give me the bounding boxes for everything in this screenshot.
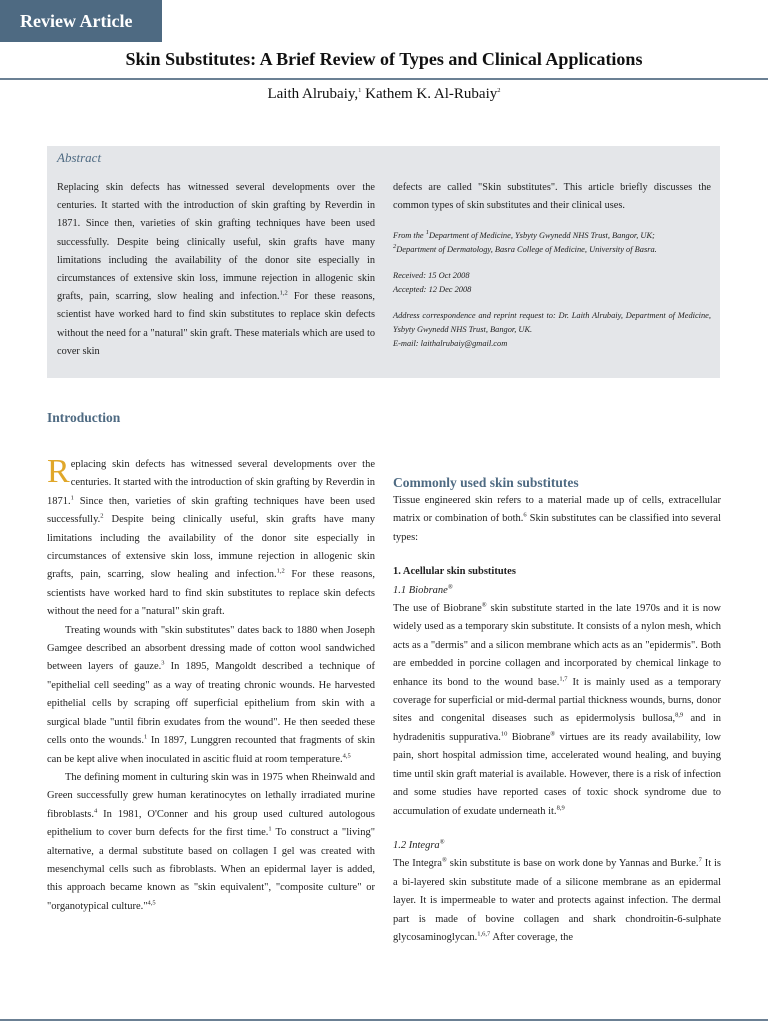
accepted-date: Accepted: 12 Dec 2008 [393, 285, 472, 294]
drop-cap: R [47, 453, 70, 490]
dates [393, 269, 711, 297]
correspondence: Address correspondence and reprint request to: Dr. Laith Alrubaiy, Department of Medicine, Ysbyty Gwynedd NHS Trust, Bangor, UK. E-mail: laithalrubaiy@gmail.com [393, 311, 711, 348]
integra-paragraph: The Integra® skin substitute is base on work done by Yannas and Burke.$^7$ It is a bi-layered skin substitute made of a silicone membrane as an epidermal layer. It is impermeable to water and protects against infection. The dermal part is made of bovine collagen and shark chondroitin-6-sulphate glycosaminoglycan.$^{1,6,7}$ After coverage, the [393, 856, 722, 943]
biobrane-paragraph: The use of Biobrane® skin substitute started in the late 1970s and it is now widely used as a temporary skin substitute. It consists of a nylon mesh, which acts as a "dermis" and a silicon membrane which acts as an "epidermis". Both are embedded in porcine collagen and incorporated by chemical linkage to enhance its bond to the wound base.$^{1,7}$ It is mainly used as a temporary coverage for superficial or mid-dermal partial thickness wounds, burns, donor sites and congenital diseases such as epidermolysis bullosa,$^{8,9}$ and in hydradenitis suppurativa.$^{10}$ Biobrane® virtues are its ready availability, low pain, short hospital admission time, accelerated wound healing, and buying time until skin graft material is available. However, there is a risk of infection and some studies have reported cases of toxic shock syndrome due to accumulation of exudate underneath it.$^{8,9}$ [393, 601, 722, 817]
header-divider [0, 78, 768, 80]
article-title: Skin Substitutes: A Brief Review of Types and Clinical Applications [125, 49, 643, 69]
abstract-text-left: Replacing skin defects has witnessed several developments over the centuries. It started with the introduction of skin grafting by Reverdin in 1871. Since then, varieties of skin grafting techniques have been used successfully. Despite being clinically useful, skin grafts have many limitations including the availability of the donor site especially in circumstances of extensive skin loss, immune rejection in allogenic skin grafts, pain, scarring, slow healing and infection.$^{1,2}$ For these reasons, scientist have worked hard to find skin substitutes to replace skin defects without the need for a "natural" skin graft. These materials which are used to cover skin [57, 182, 375, 357]
received-date: Received: 15 Oct 2008 [393, 271, 470, 280]
biobrane-subheading: 1.1 Biobrane® [393, 583, 453, 596]
abstract-heading: Abstract [57, 150, 102, 165]
intro-paragraph-1: Replacing skin defects has witnessed several developments over the centuries. It started with the introduction of skin grafting by Reverdin in 1871.$^1$ Since then, varieties of skin grafting techniques have been used successfully.$^2$ Despite being clinically useful, skin grafts have many limitations including the availability of the donor site especially in circumstances of extensive skin loss, immune rejection in allogenic skin grafts, pain, scarring, slow healing and infection.$^{1,2}$ For these reasons, scientists have worked hard to find skin substitutes to replace skin defects without the need for a "natural" skin graft. [47, 453, 375, 618]
acellular-subheading: 1. Acellular skin substitutes [393, 566, 516, 578]
email-address: E-mail: laithalrubaiy@gmail.com [393, 339, 508, 348]
author-1-affiliation: 1 [358, 87, 362, 94]
author-2: Kathem K. Al-Rubaiy [361, 86, 498, 102]
common-substitutes-heading: Commonly used skin substitutes [393, 475, 579, 490]
abstract-box [47, 146, 720, 378]
affiliations: From the $^1$Department of Medicine, Ysbyty Gwynedd NHS Trust, Bangor, UK; $^2$Department of Dermatology, Basra College of Medicine, University of Basra. [393, 229, 657, 254]
substitutes-column [393, 474, 721, 947]
substitutes-paragraph-1: Tissue engineered skin refers to a material made up of cells, extracellular matrix or combination of both.$^6$ Skin substitutes can be classified into several types: [393, 495, 721, 543]
author-1: Laith Alrubaiy, [267, 86, 359, 102]
integra-subheading: 1.2 Integra® [393, 838, 445, 851]
author-line [0, 86, 768, 103]
introduction-heading: Introduction [47, 410, 121, 425]
abstract-text-right [393, 179, 711, 351]
abstract-continuation: defects are called "Skin substitutes". This article briefly discusses the common types of skin substitutes and their clinical uses. [393, 182, 711, 211]
intro-paragraph-2: Treating wounds with "skin substitutes" dates back to 1880 when Joseph Gamgee described an absorbent dressing made of cotton wool sandwiched between layers of gauze.$^3$ In 1895, Mangoldt described a technique of "epithelial cell seeding" as a way of treating chronic wounds. He harvested epithelial cells by scraping off superficial epithelium from skin with a surgical blade "until fibrin exudates from the wound". He then seeded these cells onto the wounds.$^1$ In 1897, Lunggren recounted that fragments of skin can be kept alive when inoculated in ascitic fluid at room temperature.$^{4,5}$ [47, 624, 375, 765]
intro-paragraph-3: The defining moment in culturing skin was in 1975 when Rheinwald and Green successfully grew human keratinocytes on lethally irradiated murine fibroblasts.$^4$ In 1981, O'Conner and his group used cultured autologous epithelium to cover burn defects for the first time.$^1$ To construct a "living" alternative, a dermal substitute based on collagen I gel was created with mesenchymal cells such as fibroblasts. When an epidermal layer is added, this approach became known as "skin equivalent", "composite culture" or "organotypical culture."$^{4,5}$ [47, 771, 375, 912]
introduction-column [47, 453, 375, 916]
article-type-banner: Review Article [0, 0, 162, 42]
footer-divider [0, 1019, 768, 1021]
author-2-affiliation: 2 [497, 87, 501, 94]
